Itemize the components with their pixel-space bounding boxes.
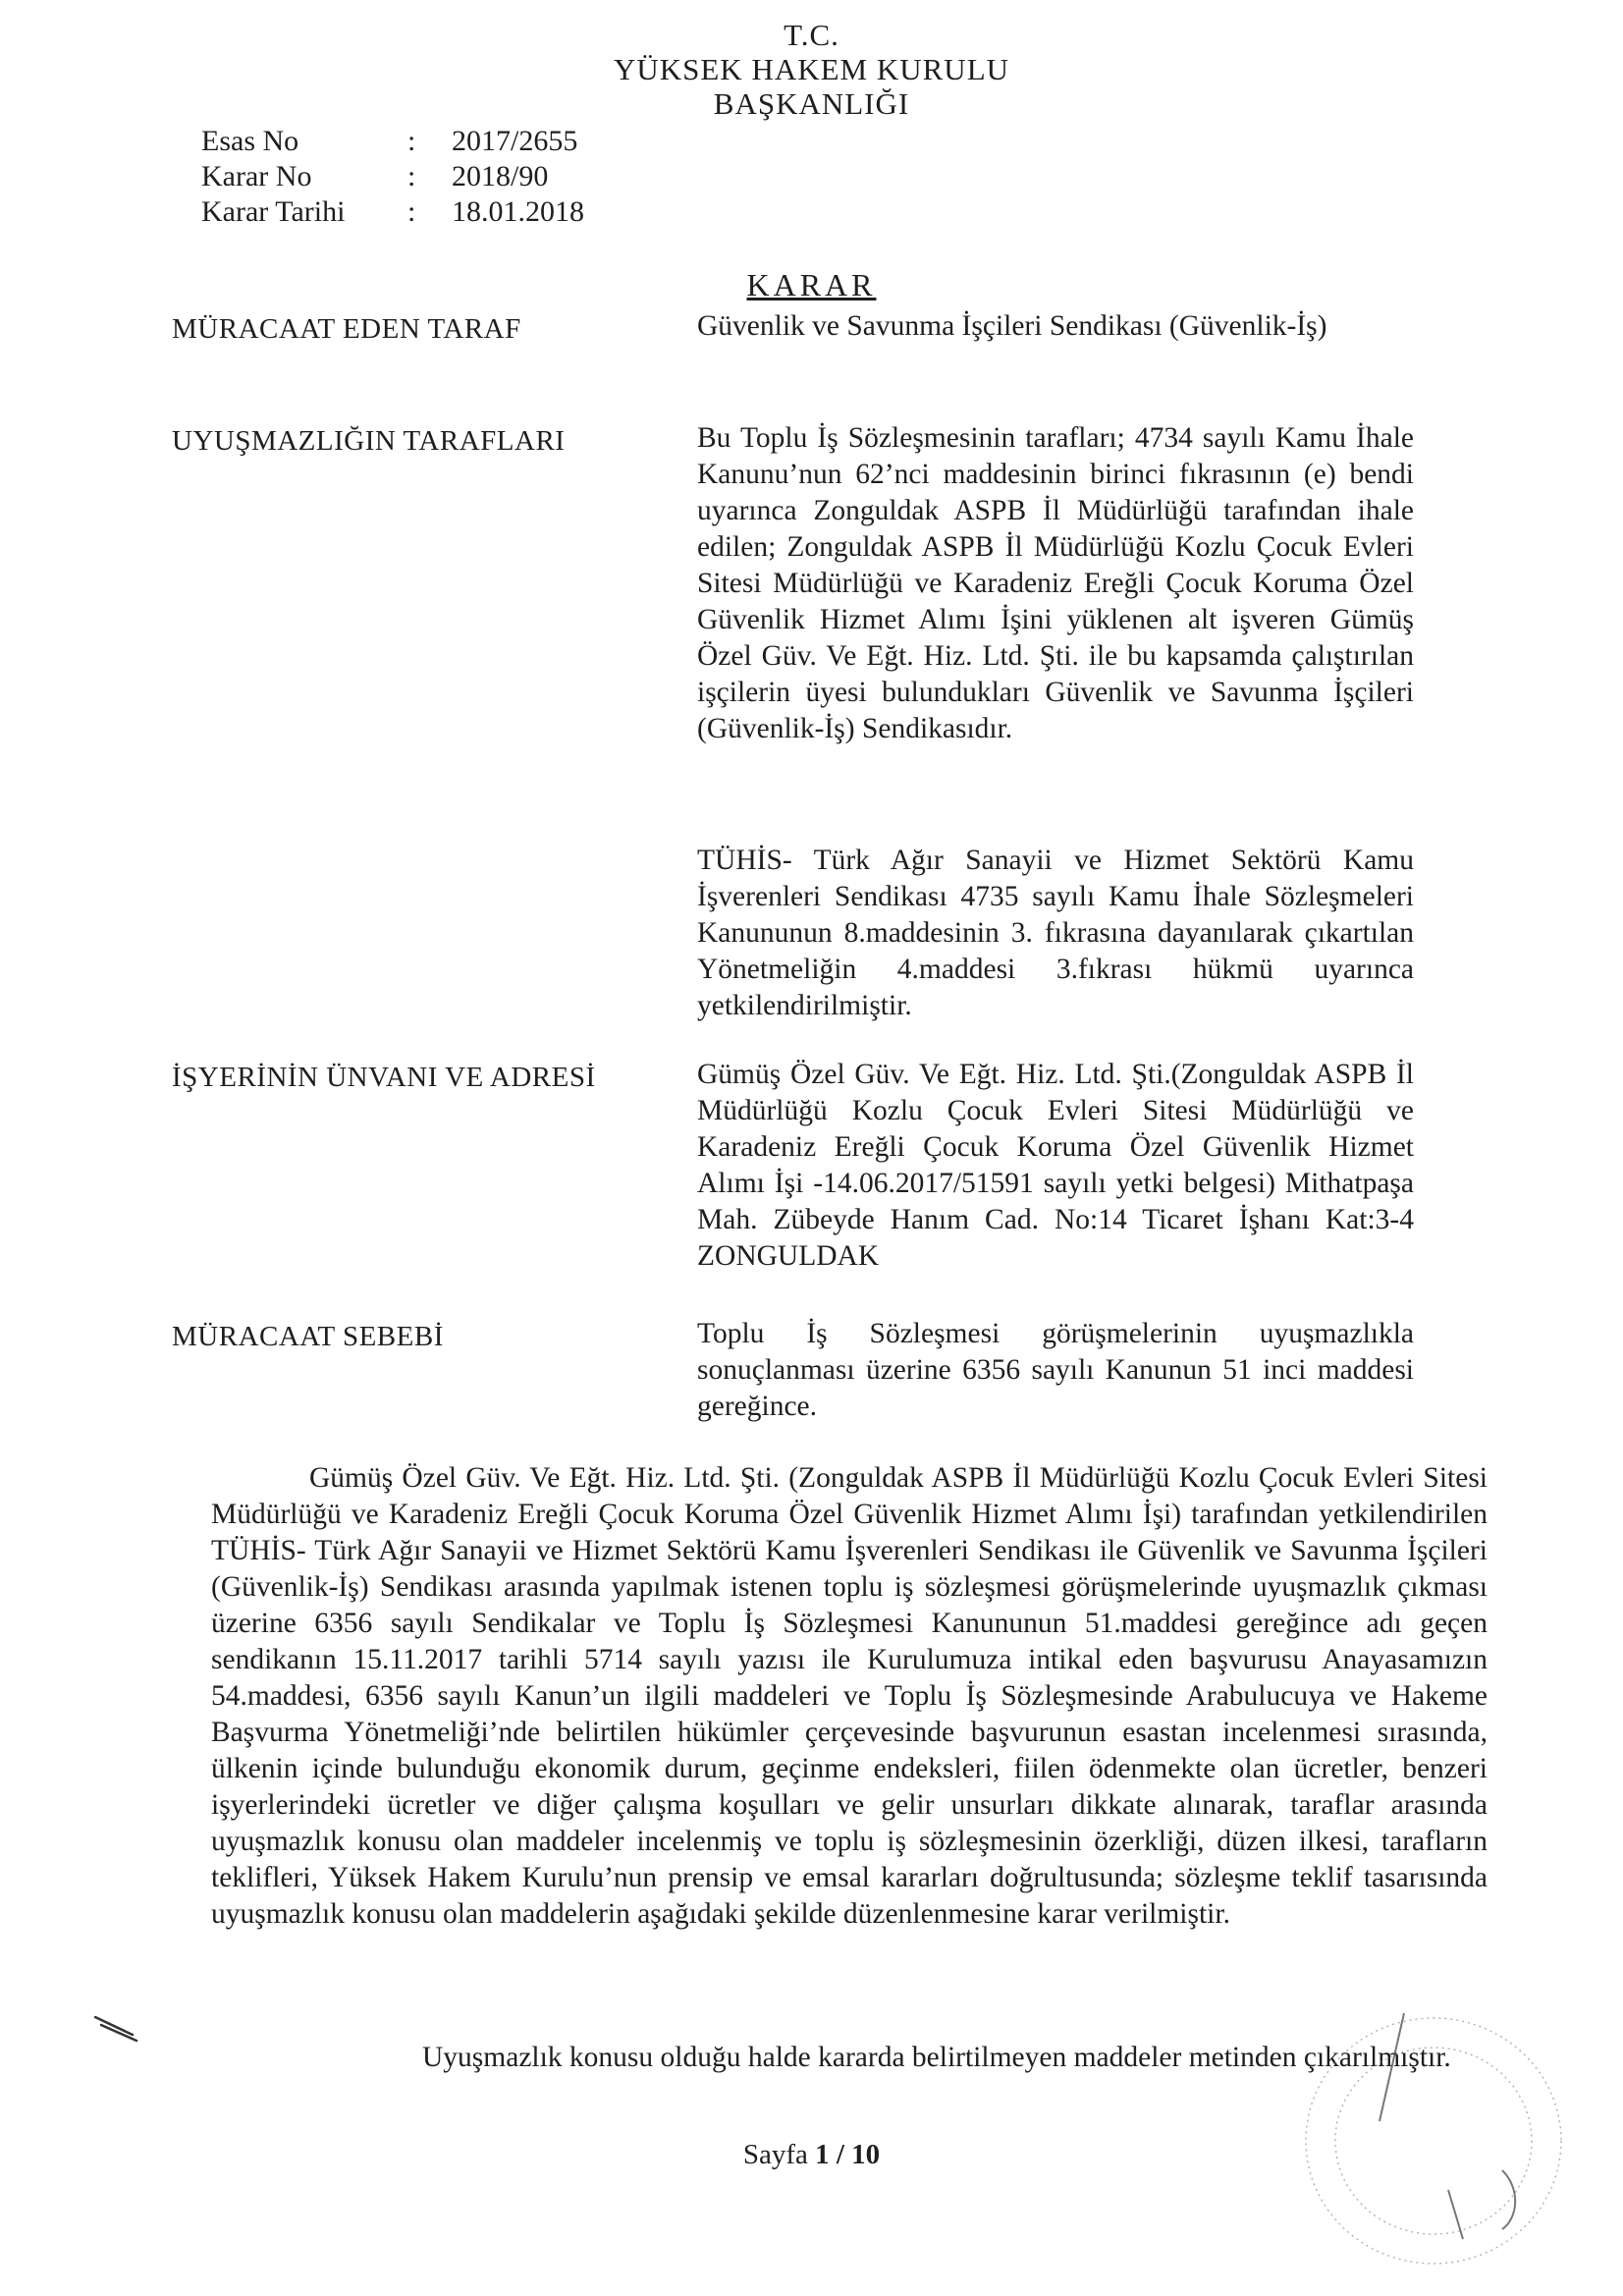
meta-row [201,159,584,194]
parties-value: Bu Toplu İş Sözleşmesinin tarafları; 4734 sayılı Kamu İhale Kanunu’nun 62’nci maddesinin birinci fıkrasının (e) bendi uyarınca Zonguldak ASPB İl Müdürlüğü tarafından ihale edilen; Zonguldak ASPB İl Müdürlüğü Kozlu Çocuk Evleri Sitesi Müdürlüğü ve Karadeniz Ereğli Çocuk Koruma Özel Güvenlik Hizmet Alımı İşini yüklenen alt işveren Gümüş Özel Güv. Ve Eğt. Hiz. Ltd. Şti. ile bu kapsamda çalıştırılan işçilerin üyesi bulundukları Güvenlik ve Savunma İşçileri (Güvenlik-İş) Sendikasıdır. [697,422,1414,744]
workplace-label: İŞYERİNİN ÜNVANI VE ADRESİ [172,1062,596,1093]
stamp-icon [1267,1994,1581,2288]
parties-value-2: TÜHİS- Türk Ağır Sanayii ve Hizmet Sektörü Kamu İşverenleri Sendikası 4735 sayılı Kamu İhale Sözleşmeleri Kanununun 8.maddesinin 3. fıkrasına dayanılarak çıkartılan Yönetmeliğin 4.maddesi 3.fıkrası hükmü uyarınca yetkilendirilmiştir. [697,845,1414,1021]
header-office: BAŞKANLIĞI [713,86,910,121]
workplace-value: Gümüş Özel Güv. Ve Eğt. Hiz. Ltd. Şti.(Zonguldak ASPB İl Müdürlüğü Kozlu Çocuk Evleri Sitesi Müdürlüğü ve Karadeniz Ereğli Çocuk Koruma Özel Güvenlik Hizmet Alımı İşi -14.06.2017/51591 sayılı yetki belgesi) Mithatpaşa Mah. Zübeyde Hanım Cad. No:14 Ticaret İşhanı Kat:3-4 ZONGULDAK [697,1059,1414,1272]
reason-value: Toplu İş Sözleşmesi görüşmelerinin uyuşmazlıkla sonuçlanması üzerine 6356 sayılı Kanunun 51 inci maddesi gereğince. [697,1318,1414,1422]
meta-value: 18.01.2018 [452,195,584,228]
header-institution: YÜKSEK HAKEM KURULU [613,52,1010,86]
meta-value: 2017/2655 [452,125,578,157]
decision-body-paragraph: Gümüş Özel Güv. Ve Eğt. Hiz. Ltd. Şti. (Zonguldak ASPB İl Müdürlüğü Kozlu Çocuk Evleri Sitesi Müdürlüğü ve Karadeniz Ereğli Çocuk Koruma Özel Güvenlik Hizmet Alımı İşi) tarafından yetkilendirilen TÜHİS- Türk Ağır Sanayii ve Hizmet Sektörü Kamu İşverenleri Sendikası ile Güvenlik ve Savunma İşçileri (Güvenlik-İş) Sendikası arasında yapılmak istenen toplu iş sözleşmesi görüşmelerinde uyuşmazlık çıkması üzerine 6356 sayılı Sendikalar ve Toplu İş Sözleşmesi Kanununun 51.maddesi gereğince adı geçen sendikanın 15.11.2017 tarihli 5714 sayılı yazısı ile Kurulumuza intikal eden başvurusu Anayasamızın 54.maddesi, 6356 sayılı Kanun’un ilgili maddeleri ve Toplu İş Sözleşmesinde Arabulucuya ve Hakeme Başvurma Yönetmeliği’nde belirtilen hükümler çerçevesinde başvurunun esastan incelenmesi sırasında, ülkenin içinde bulunduğu ekonomik durum, geçinme endeksleri, fiilen ödenmekte olan ücretler, benzeri işyerlerindeki ücretler ve diğer çalışma koşulları ve gelir unsurları dikkate alınarak, taraflar arasında uyuşmazlık konusu olan maddeler incelenmiş ve toplu iş sözleşmesinin özerkliği, düzen ilkesi, tarafların teklifleri, Yüksek Hakem Kurulu’nun prensip ve emsal kararları doğrultusunda; sözleşme teklif tasarısında uyuşmazlık konusu olan maddelerin aşağıdaki şekilde düzenlenmesine karar verilmiştir. [211,1462,1488,1930]
applicant-label: MÜRACAAT EDEN TARAF [172,313,521,345]
meta-value: 2018/90 [452,160,549,192]
case-metadata [201,124,584,230]
meta-row [201,194,584,230]
reason-label: MÜRACAAT SEBEBİ [172,1321,444,1352]
meta-key: Esas No [201,125,299,157]
meta-separator: : [407,160,416,192]
meta-key: Karar Tarihi [201,195,346,228]
header-country: T.C. [784,18,839,52]
meta-row [201,124,584,159]
page-number: 1 / 10 [815,2139,881,2170]
applicant-value: Güvenlik ve Savunma İşçileri Sendikası (Güvenlik-İş) [697,310,1327,342]
meta-key: Karar No [201,160,312,192]
page-prefix: Sayfa [742,2139,808,2170]
document-header [0,18,1623,121]
margin-mark-icon [93,2011,142,2050]
meta-separator: : [407,125,416,157]
decision-title: KARAR [746,267,877,302]
parties-label: UYUŞMAZLIĞIN TARAFLARI [172,425,566,457]
meta-separator: : [407,195,416,228]
decision-closing-paragraph: Uyuşmazlık konusu olduğu halde kararda belirtilmeyen maddeler metinden çıkarılmıştır. [422,2042,1451,2073]
